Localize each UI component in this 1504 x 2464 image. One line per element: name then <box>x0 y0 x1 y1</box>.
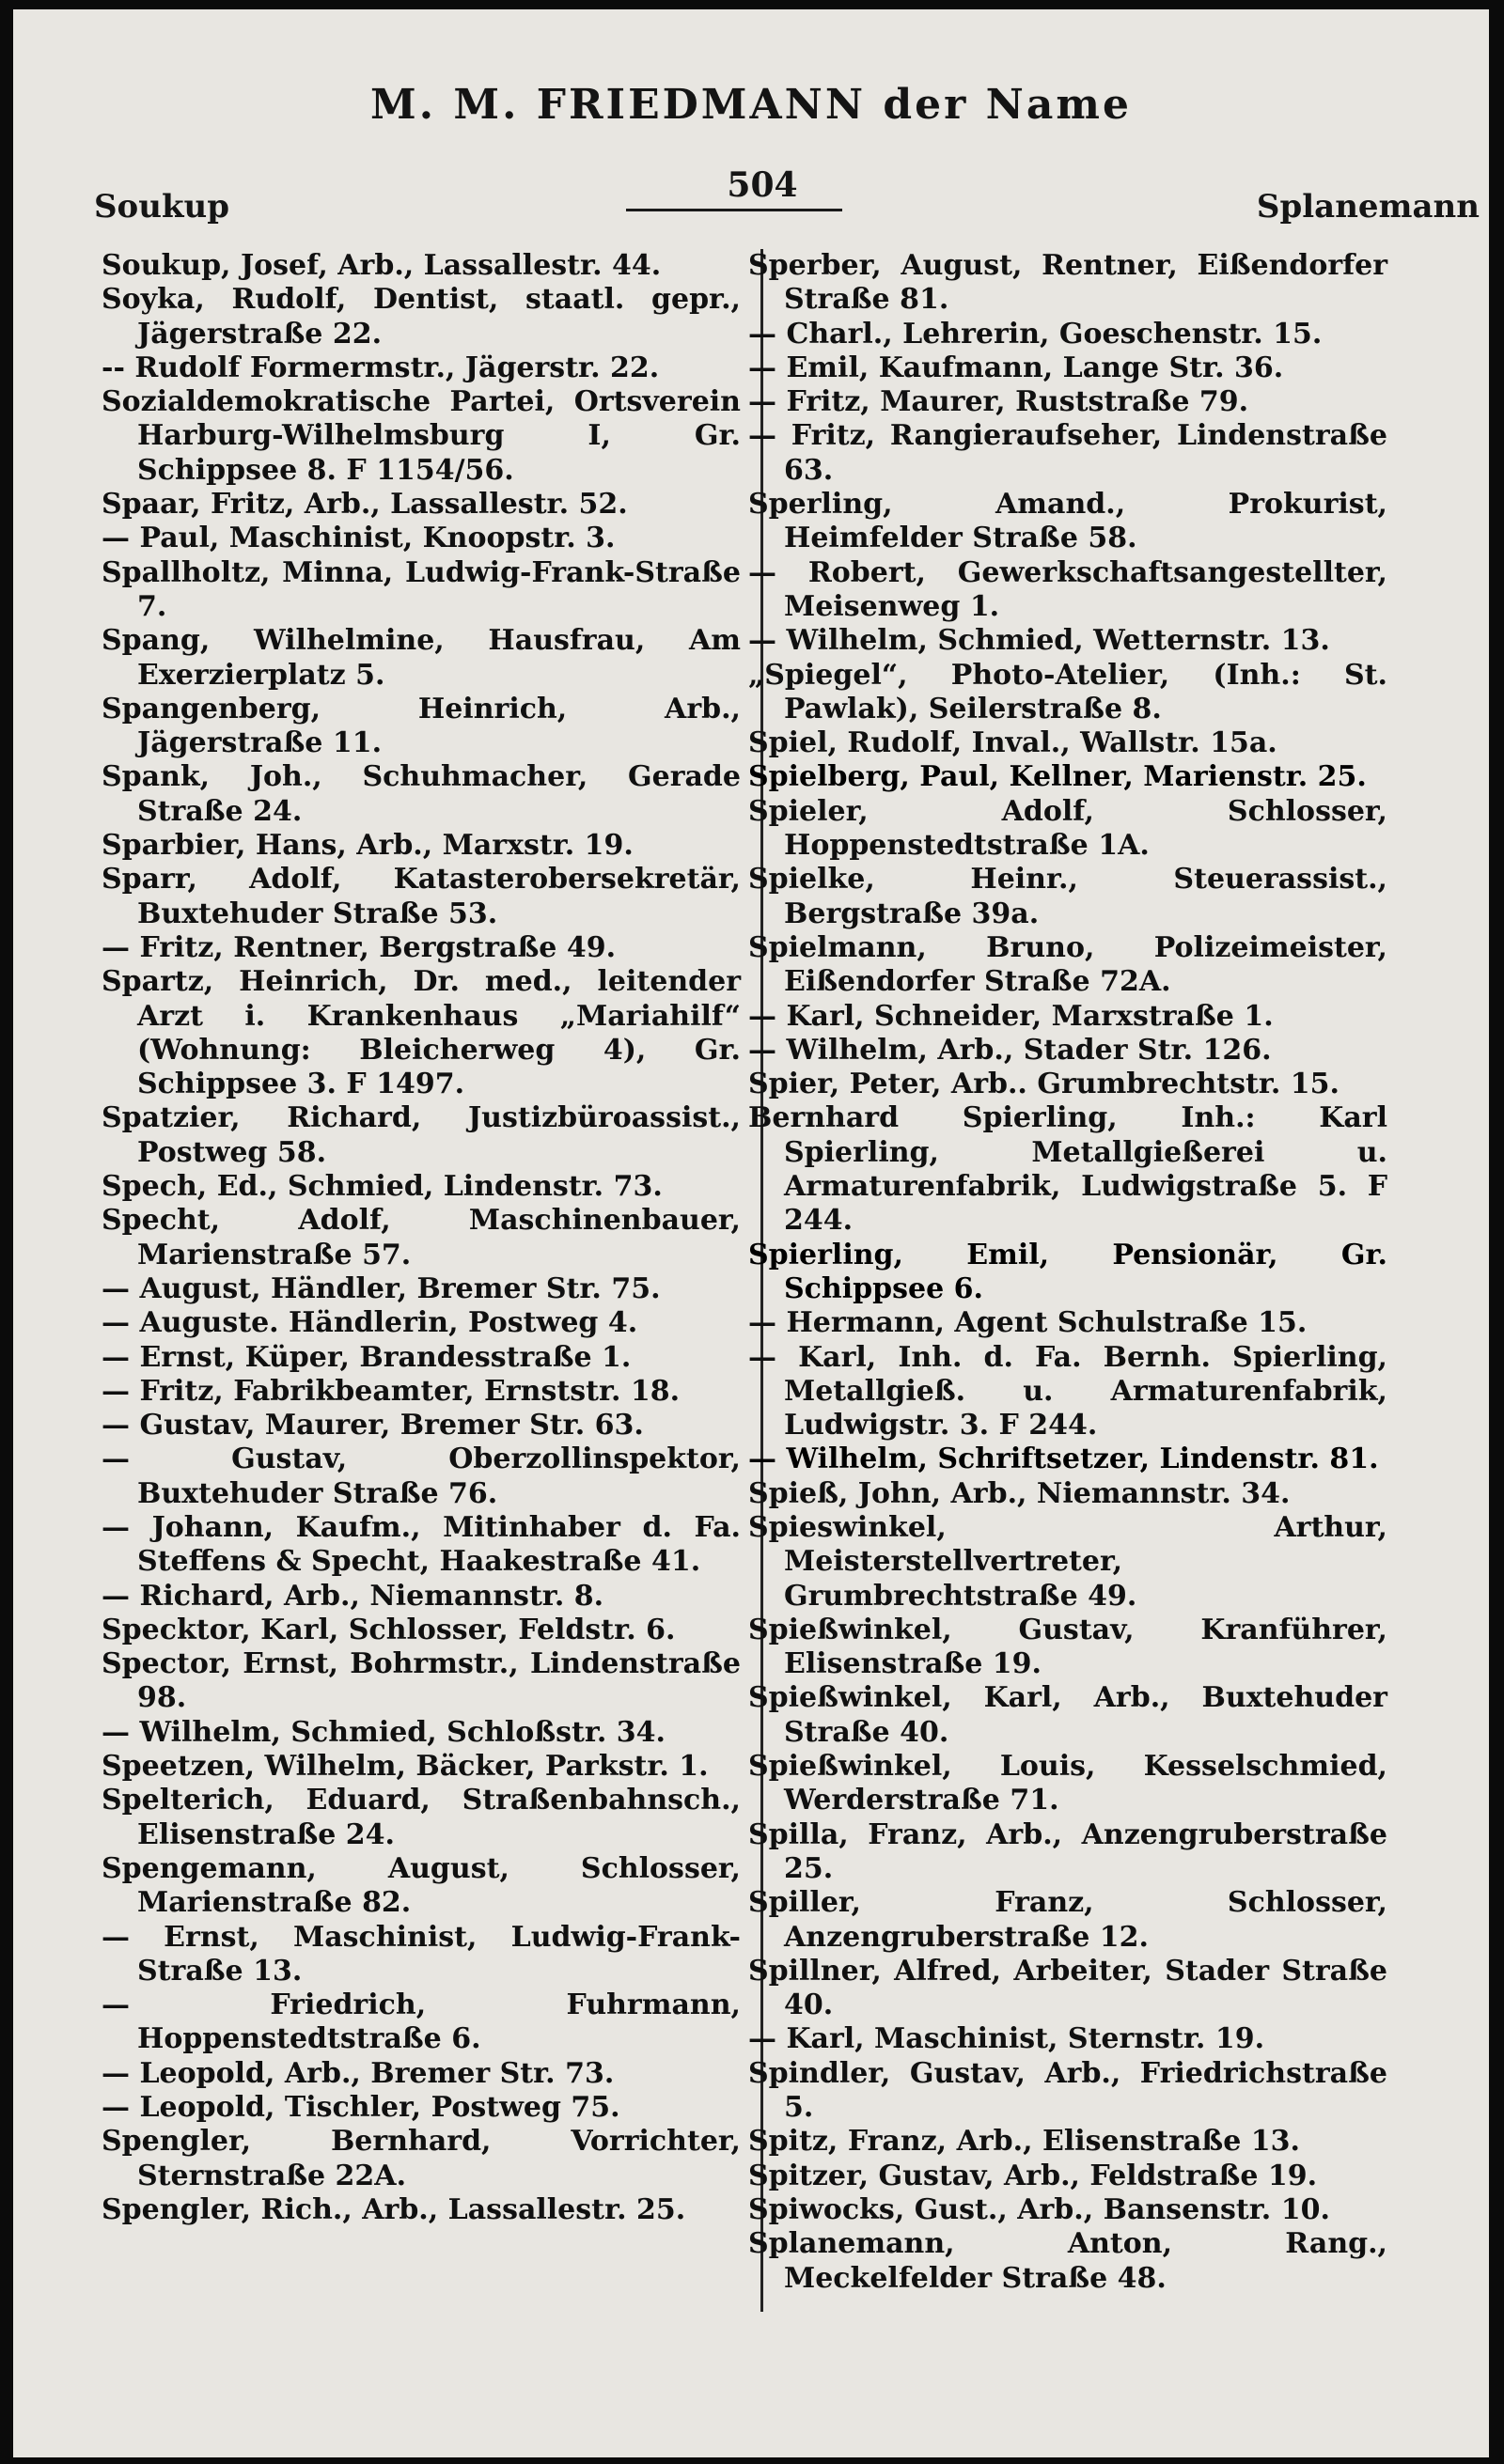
directory-entry: — Wilhelm, Arb., Stader Str. 126. <box>748 1033 1272 1067</box>
directory-entry: Spiller, Franz, Schlosser, Anzengruberstraße 12. <box>748 1886 1387 1954</box>
directory-entry: Spießwinkel, Karl, Arb., Buxtehuder Straße 40. <box>748 1681 1387 1749</box>
directory-entry: Spector, Ernst, Bohrmstr., Lindenstraße 98. <box>102 1647 741 1715</box>
directory-entry: Spaar, Fritz, Arb., Lassallestr. 52. <box>102 488 628 522</box>
directory-entry: — Gustav, Maurer, Bremer Str. 63. <box>102 1409 644 1443</box>
directory-entry: — Paul, Maschinist, Knoopstr. 3. <box>102 522 616 555</box>
directory-entry: Soukup, Josef, Arb., Lassallestr. 44. <box>102 249 662 282</box>
directory-entry: — Charl., Lehrerin, Goeschenstr. 15. <box>748 317 1323 351</box>
directory-entry: Spangenberg, Heinrich, Arb., Jägerstraße 11. <box>102 692 741 760</box>
directory-entry: — Ernst, Maschinist, Ludwig-Frank-Straße 13. <box>102 1920 741 1988</box>
directory-entry: Spengemann, August, Schlosser, Marienstraße 82. <box>102 1851 741 1920</box>
directory-entry: Spallholtz, Minna, Ludwig-Frank-Straße 7. <box>102 555 741 623</box>
directory-entry: Spießwinkel, Louis, Kesselschmied, Werderstraße 71. <box>748 1750 1387 1817</box>
directory-entry: Sperling, Amand., Prokurist, Heimfelder Straße 58. <box>748 488 1387 555</box>
directory-entry: — Karl, Inh. d. Fa. Bernh. Spierling, Metallgieß. u. Armaturenfabrik, Ludwigstr. 3. F 244. <box>748 1340 1387 1443</box>
directory-entry: Soyka, Rudolf, Dentist, staatl. gepr., Jägerstraße 22. <box>102 283 741 351</box>
page-number: 504 <box>727 165 798 205</box>
directory-entry: — Auguste. Händlerin, Postweg 4. <box>102 1306 638 1340</box>
directory-entry: Spieswinkel, Arthur, Meisterstellvertreter, Grumbrechtstraße 49. <box>748 1510 1387 1613</box>
directory-entry: Speetzen, Wilhelm, Bäcker, Parkstr. 1. <box>102 1750 709 1784</box>
directory-entry: Spielke, Heinr., Steuerassist., Bergstraße 39a. <box>748 863 1387 930</box>
directory-entry: — Richard, Arb., Niemannstr. 8. <box>102 1579 604 1613</box>
directory-entry: Spier, Peter, Arb.. Grumbrechtstr. 15. <box>748 1068 1340 1101</box>
directory-entry: Specht, Adolf, Maschinenbauer, Marienstraße 57. <box>102 1204 741 1271</box>
directory-entry: — Emil, Kaufmann, Lange Str. 36. <box>748 351 1284 384</box>
directory-entry: Spatzier, Richard, Justizbüroassist., Postweg 58. <box>102 1101 741 1169</box>
directory-entry: — Ernst, Küper, Brandesstraße 1. <box>102 1340 632 1374</box>
directory-entry: — Hermann, Agent Schulstraße 15. <box>748 1306 1308 1340</box>
directory-entry: Splanemann, Anton, Rang., Meckelfelder Straße 48. <box>748 2227 1387 2295</box>
directory-entry: Spillner, Alfred, Arbeiter, Stader Straße 40. <box>748 1954 1387 2022</box>
directory-entry: — Robert, Gewerkschaftsangestellter, Meisenweg 1. <box>748 555 1387 623</box>
directory-page <box>13 9 1489 2457</box>
directory-entry: — Fritz, Rentner, Bergstraße 49. <box>102 930 617 964</box>
directory-entry: — Wilhelm, Schriftsetzer, Lindenstr. 81. <box>748 1443 1379 1476</box>
directory-entry: Spilla, Franz, Arb., Anzengruberstraße 25. <box>748 1817 1387 1885</box>
directory-entry: Spech, Ed., Schmied, Lindenstr. 73. <box>102 1170 663 1204</box>
running-head-right: Splanemann <box>1256 188 1480 226</box>
directory-entry: Spelterich, Eduard, Straßenbahnsch., Elisenstraße 24. <box>102 1784 741 1851</box>
directory-entry: Spang, Wilhelmine, Hausfrau, Am Exerzierplatz 5. <box>102 624 741 692</box>
directory-entry: — Fritz, Maurer, Ruststraße 79. <box>748 385 1249 419</box>
directory-entry: — Karl, Schneider, Marxstraße 1. <box>748 999 1274 1033</box>
directory-entry: — Leopold, Arb., Bremer Str. 73. <box>102 2056 615 2090</box>
directory-entry: Spielberg, Paul, Kellner, Marienstr. 25. <box>748 760 1367 794</box>
directory-entry: Spiel, Rudolf, Inval., Wallstr. 15a. <box>748 726 1277 760</box>
directory-entry: Spielmann, Bruno, Polizeimeister, Eißendorfer Straße 72A. <box>748 930 1387 999</box>
directory-entry: — Karl, Maschinist, Sternstr. 19. <box>748 2022 1265 2056</box>
directory-entry: Spengler, Rich., Arb., Lassallestr. 25. <box>102 2192 686 2226</box>
directory-entry: Spank, Joh., Schuhmacher, Gerade Straße 24. <box>102 760 741 828</box>
directory-entry: Sperber, August, Rentner, Eißendorfer Straße 81. <box>748 249 1387 317</box>
directory-entry: — Fritz, Fabrikbeamter, Ernststr. 18. <box>102 1374 681 1408</box>
directory-entry: — Johann, Kaufm., Mitinhaber d. Fa. Steffens & Specht, Haakestraße 41. <box>102 1510 741 1579</box>
directory-entry: Spitz, Franz, Arb., Elisenstraße 13. <box>748 2125 1300 2159</box>
directory-entry: — Friedrich, Fuhrmann, Hoppenstedtstraße 6. <box>102 1988 741 2056</box>
directory-entry: — Leopold, Tischler, Postweg 75. <box>102 2091 620 2125</box>
directory-entry: Sozialdemokratische Partei, Ortsverein Harburg-Wilhelmsburg I, Gr. Schippsee 8. F 1154/56. <box>102 385 741 487</box>
directory-entry: — August, Händler, Bremer Str. 75. <box>102 1271 661 1305</box>
running-head-left: Soukup <box>94 188 230 226</box>
directory-entry: „Spiegel“, Photo-Atelier, (Inh.: St. Pawlak), Seilerstraße 8. <box>748 658 1387 725</box>
page-number-rule <box>626 209 842 211</box>
directory-entry: Bernhard Spierling, Inh.: Karl Spierling, Metallgießerei u. Armaturenfabrik, Ludwigstraße 5. F 244. <box>748 1101 1387 1238</box>
directory-entry: Spindler, Gustav, Arb., Friedrichstraße 5. <box>748 2056 1387 2125</box>
left-column <box>102 249 741 2227</box>
directory-entry: Sparr, Adolf, Katasterobersekretär, Buxtehuder Straße 53. <box>102 863 741 930</box>
directory-entry: Spitzer, Gustav, Arb., Feldstraße 19. <box>748 2159 1318 2192</box>
directory-entry: Spieler, Adolf, Schlosser, Hoppenstedtstraße 1A. <box>748 794 1387 863</box>
directory-entry: Spengler, Bernhard, Vorrichter, Sternstraße 22A. <box>102 2125 741 2192</box>
directory-entry: — Fritz, Rangieraufseher, Lindenstraße 63. <box>748 419 1387 487</box>
directory-entry: -- Rudolf Formermstr., Jägerstr. 22. <box>102 351 660 384</box>
directory-entry: Specktor, Karl, Schlosser, Feldstr. 6. <box>102 1613 676 1646</box>
directory-entry: Sparbier, Hans, Arb., Marxstr. 19. <box>102 829 634 863</box>
directory-entry: — Wilhelm, Schmied, Wetternstr. 13. <box>748 624 1330 658</box>
directory-entry: Spieß, John, Arb., Niemannstr. 34. <box>748 1476 1291 1510</box>
directory-entry: Spartz, Heinrich, Dr. med., leitender Arzt i. Krankenhaus „Mariahilf“ (Wohnung: Bleicherweg 4), Gr. Schippsee 3. F 1497. <box>102 965 741 1101</box>
directory-entry: Spierling, Emil, Pensionär, Gr. Schippsee 6. <box>748 1238 1387 1305</box>
directory-entry: Spießwinkel, Gustav, Kranführer, Elisenstraße 19. <box>748 1613 1387 1681</box>
directory-entry: — Gustav, Oberzollinspektor, Buxtehuder Straße 76. <box>102 1443 741 1510</box>
page-title: M. M. FRIEDMANN der Name <box>370 81 1132 129</box>
right-column <box>748 249 1387 2296</box>
directory-entry: Spiwocks, Gust., Arb., Bansenstr. 10. <box>748 2192 1330 2226</box>
directory-entry: — Wilhelm, Schmied, Schloßstr. 34. <box>102 1715 666 1749</box>
